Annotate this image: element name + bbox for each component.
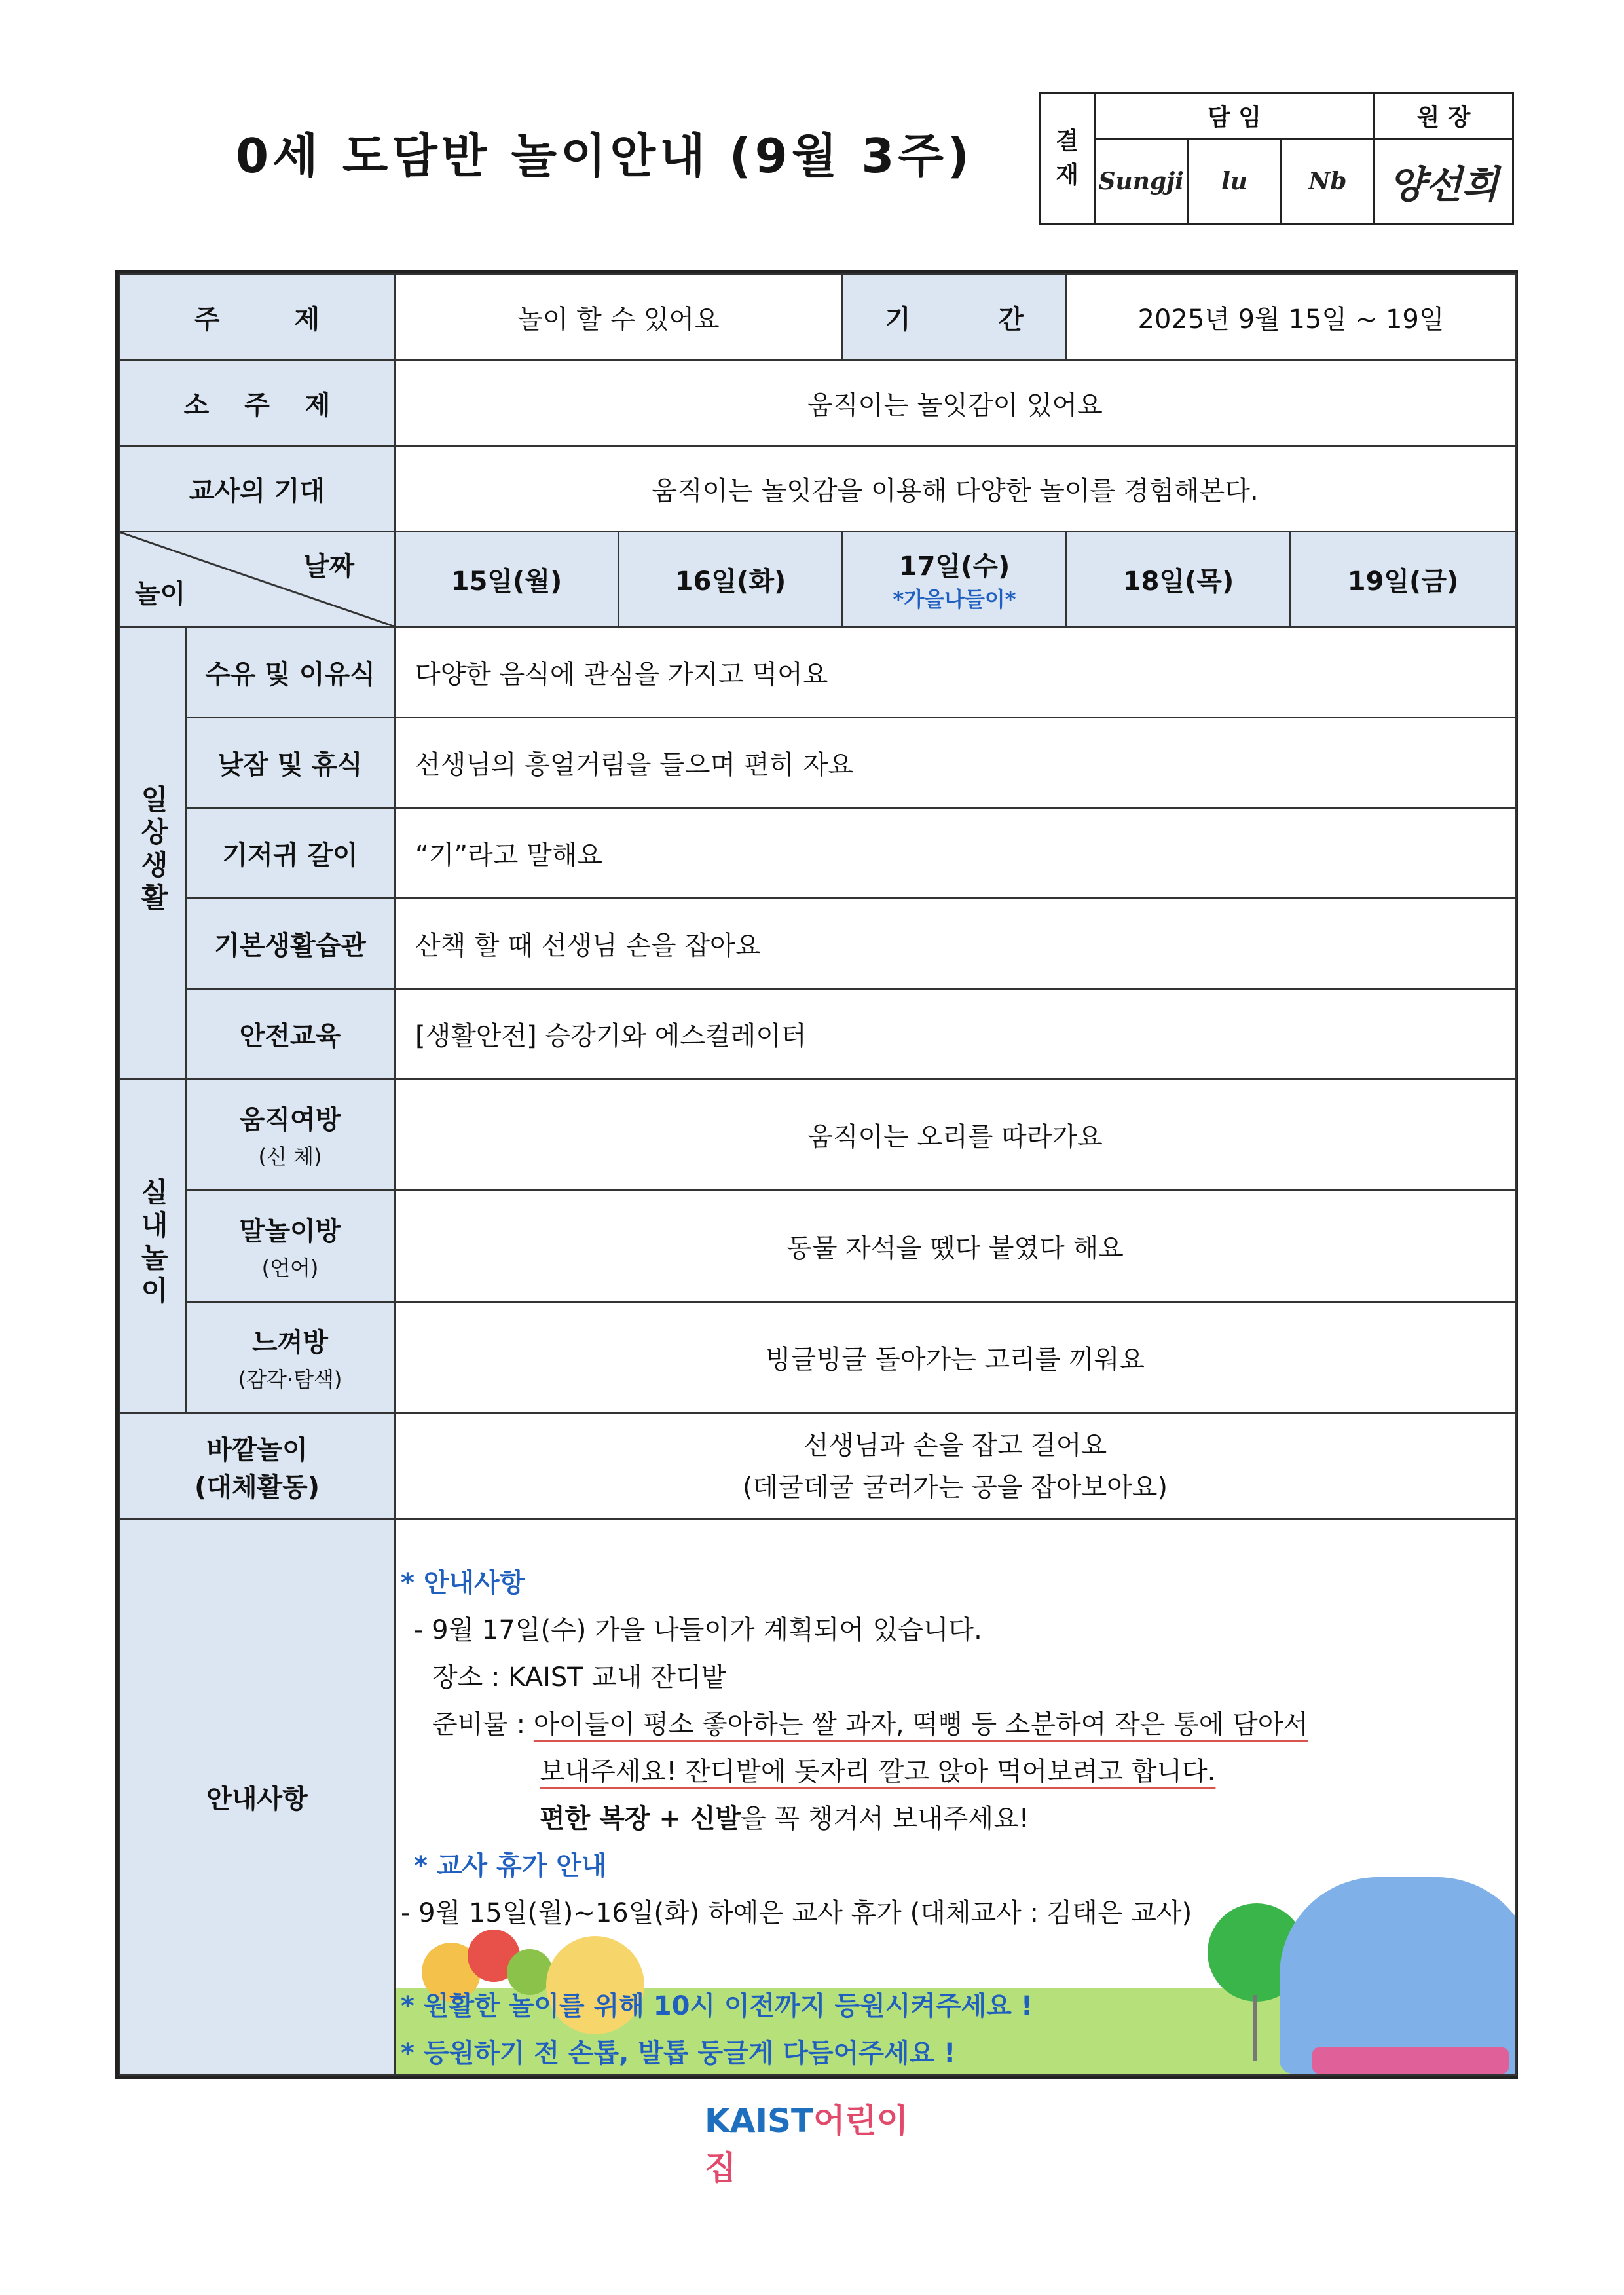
diaper-value: “기”라고 말해요 [395, 808, 1516, 899]
corner-date-label: 날짜 [303, 551, 354, 582]
movement-room-value: 움직이는 오리를 따라가요 [395, 1079, 1516, 1191]
plan-table [115, 270, 1518, 2079]
safety-label: 안전교육 [186, 989, 395, 1079]
page-title: 0세 도담반 놀이안내 (9월 3주) [236, 128, 973, 183]
subtheme-value: 움직이는 놀잇감이 있어요 [395, 360, 1516, 446]
notice-cell [395, 1520, 1516, 2075]
signature-3: Nb [1281, 139, 1374, 225]
signature-1: Sungji [1095, 139, 1188, 225]
signature-2: lu [1188, 139, 1281, 225]
date-play-corner [120, 532, 395, 627]
feeding-value: 다양한 음식에 관심을 가지고 먹어요 [395, 627, 1516, 718]
notice-prep: 준비물 : 아이들이 평소 좋아하는 쌀 과자, 떡뻥 등 소분하여 작은 통에 담아서 [432, 1709, 1308, 1740]
notice-text [401, 1559, 1502, 2074]
director-label: 원 장 [1375, 93, 1513, 139]
habits-label: 기본생활습관 [186, 899, 395, 989]
language-room-label: 말놀이방 (언어) [186, 1191, 395, 1302]
daily-life-group: 일상생활 [120, 627, 186, 1079]
feeding-label: 수유 및 이유식 [186, 627, 395, 718]
homeroom-label: 담 임 [1095, 93, 1375, 139]
theme-label: 주 제 [120, 274, 395, 360]
expectation-label: 교사의 기대 [120, 446, 395, 532]
vacation-line: - 9월 15일(월)~16일(화) 하예은 교사 휴가 (대체교사 : 김태은 교사) [401, 1898, 1192, 1928]
nap-label: 낮잠 및 휴식 [186, 718, 395, 808]
notice-prep-line-3: 편한 복장 + 신발을 꼭 챙겨서 보내주세요! [540, 1804, 1029, 1834]
approval-side-label: 결 재 [1040, 93, 1095, 225]
subtheme-label: 소 주 제 [120, 360, 395, 446]
habits-value: 산책 할 때 선생님 손을 잡아요 [395, 899, 1516, 989]
indoor-play-group: 실내놀이 [120, 1079, 186, 1413]
notice-note-2: * 등원하기 전 손톱, 발톱 둥글게 다듬어주세요 ! [401, 2038, 956, 2068]
language-room-value: 동물 자석을 뗐다 붙였다 해요 [395, 1191, 1516, 1302]
nap-value: 선생님의 흥얼거림을 들으며 편히 자요 [395, 718, 1516, 808]
theme-value: 놀이 할 수 있어요 [395, 274, 843, 360]
day-fri: 19일(금) [1291, 532, 1516, 627]
approval-box [1039, 92, 1514, 225]
sensory-room-value: 빙글빙글 돌아가는 고리를 끼워요 [395, 1302, 1516, 1413]
kaist-logo: KAIST어린이집 [705, 2102, 909, 2187]
vacation-heading: * 교사 휴가 안내 [414, 1851, 607, 1881]
notice-line-1: - 9월 17일(수) 가을 나들이가 계획되어 있습니다. [414, 1615, 982, 1645]
notice-heading: * 안내사항 [401, 1568, 525, 1598]
outdoor-value: 선생님과 손을 잡고 걸어요 (데굴데굴 굴러가는 공을 잡아보아요) [395, 1413, 1516, 1520]
director-signature: 양선희 [1375, 139, 1513, 225]
day-wed-note: *가을나들이* [893, 587, 1016, 612]
day-tue: 16일(화) [619, 532, 843, 627]
notice-place: 장소 : KAIST 교내 잔디밭 [432, 1662, 727, 1692]
movement-room-label: 움직여방 (신 체) [186, 1079, 395, 1191]
day-mon: 15일(월) [395, 532, 619, 627]
day-wed [843, 532, 1067, 627]
outdoor-label: 바깥놀이 (대체활동) [120, 1413, 395, 1520]
notice-prep-line-2: 보내주세요! 잔디밭에 돗자리 깔고 앉아 먹어보려고 합니다. [540, 1757, 1216, 1787]
notice-prep-line-1: 아이들이 평소 좋아하는 쌀 과자, 떡뻥 등 소분하여 작은 통에 담아서 [533, 1709, 1308, 1740]
safety-value: [생활안전] 승강기와 에스컬레이터 [395, 989, 1516, 1079]
period-label: 기 간 [843, 274, 1067, 360]
expectation-value: 움직이는 놀잇감을 이용해 다양한 놀이를 경험해본다. [395, 446, 1516, 532]
period-value: 2025년 9월 15일 ~ 19일 [1067, 274, 1516, 360]
diaper-label: 기저귀 갈이 [186, 808, 395, 899]
notice-note-1: * 원활한 놀이를 위해 10시 이전까지 등원시켜주세요 ! [401, 1991, 1033, 2021]
sensory-room-label: 느껴방 (감각·탐색) [186, 1302, 395, 1413]
notice-label: 안내사항 [120, 1520, 395, 2075]
day-thu: 18일(목) [1067, 532, 1291, 627]
day-wed-label: 17일(수) [898, 551, 1010, 582]
corner-play-label: 놀이 [135, 579, 186, 609]
